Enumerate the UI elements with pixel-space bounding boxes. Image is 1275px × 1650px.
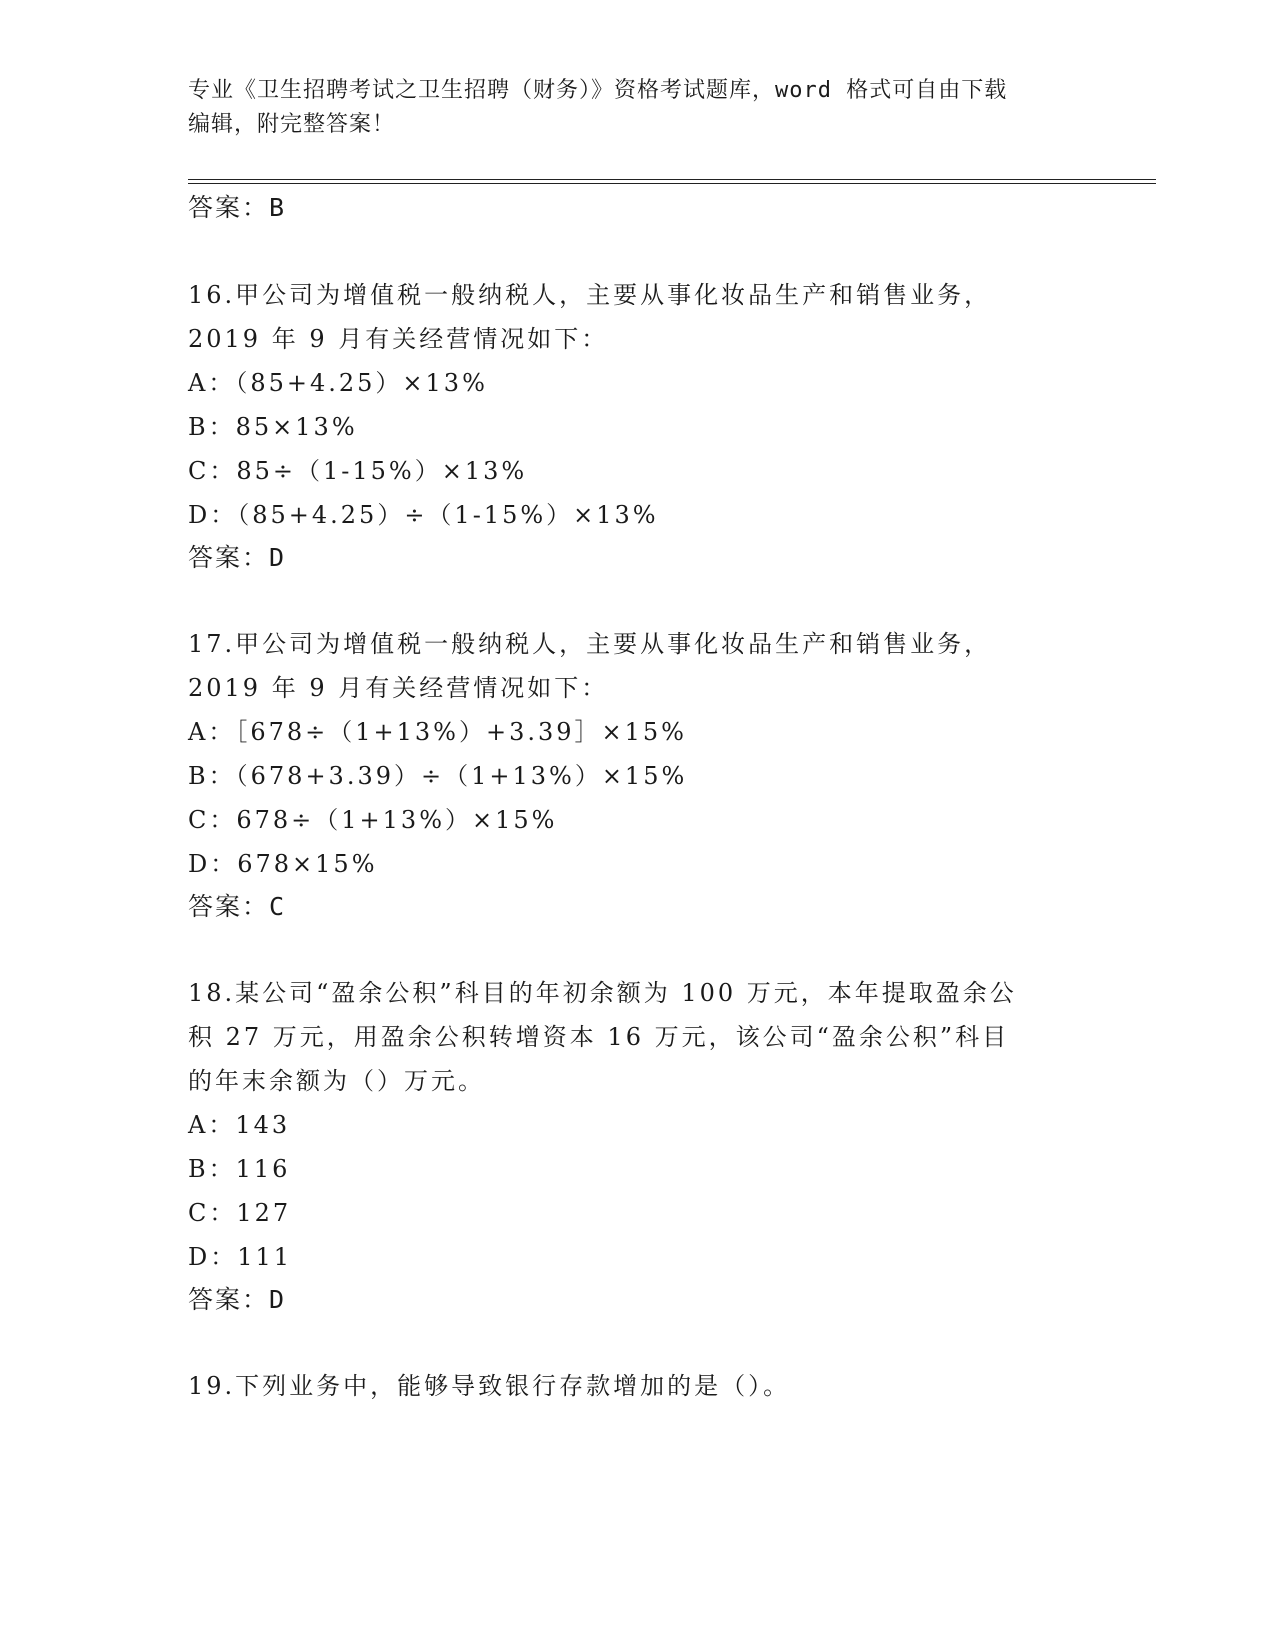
option-c: C：127 bbox=[188, 1199, 292, 1227]
answer: 答案：D bbox=[188, 543, 287, 572]
previous-answer: 答案：B bbox=[188, 193, 287, 222]
question-stem-line: 18.某公司“盈余公积”科目的年初余额为 100 万元，本年提取盈余公 bbox=[188, 979, 1017, 1007]
option-d: D：111 bbox=[188, 1243, 293, 1271]
option-a: A：143 bbox=[188, 1111, 291, 1139]
answer: 答案：D bbox=[188, 1285, 287, 1314]
question-stem-line: 2019 年 9 月有关经营情况如下： bbox=[188, 325, 609, 353]
question-stem-line: 2019 年 9 月有关经营情况如下： bbox=[188, 674, 609, 702]
answer: 答案：C bbox=[188, 892, 287, 921]
option-b: B：85×13% bbox=[188, 413, 358, 441]
question-stem-line: 的年末余额为（）万元。 bbox=[188, 1067, 485, 1095]
header-line-2: 编辑，附完整答案！ bbox=[188, 112, 396, 137]
option-d: D：（85+4.25）÷（1-15%）×13% bbox=[188, 501, 659, 529]
option-b: B：（678+3.39）÷（1+13%）×15% bbox=[188, 762, 688, 790]
header-divider-bottom bbox=[188, 183, 1156, 184]
option-a: A：［678÷（1+13%）+3.39］×15% bbox=[188, 718, 687, 746]
question-stem-line: 积 27 万元，用盈余公积转增资本 16 万元，该公司“盈余公积”科目 bbox=[188, 1023, 1010, 1051]
option-c: C：85÷（1-15%）×13% bbox=[188, 457, 528, 485]
question-stem-line: 19.下列业务中，能够导致银行存款增加的是（）。 bbox=[188, 1372, 791, 1400]
option-d: D：678×15% bbox=[188, 850, 378, 878]
option-c: C：678÷（1+13%）×15% bbox=[188, 806, 558, 834]
document-header bbox=[188, 74, 1088, 142]
header-line-1: 专业《卫生招聘考试之卫生招聘（财务）》资格考试题库，word 格式可自由下载 bbox=[188, 78, 1008, 103]
option-b: B：116 bbox=[188, 1155, 291, 1183]
option-a: A：（85+4.25）×13% bbox=[188, 369, 488, 397]
question-stem-line: 17.甲公司为增值税一般纳税人，主要从事化妆品生产和销售业务， bbox=[188, 630, 992, 658]
question-stem-line: 16.甲公司为增值税一般纳税人，主要从事化妆品生产和销售业务， bbox=[188, 281, 992, 309]
header-divider-top bbox=[188, 179, 1156, 180]
